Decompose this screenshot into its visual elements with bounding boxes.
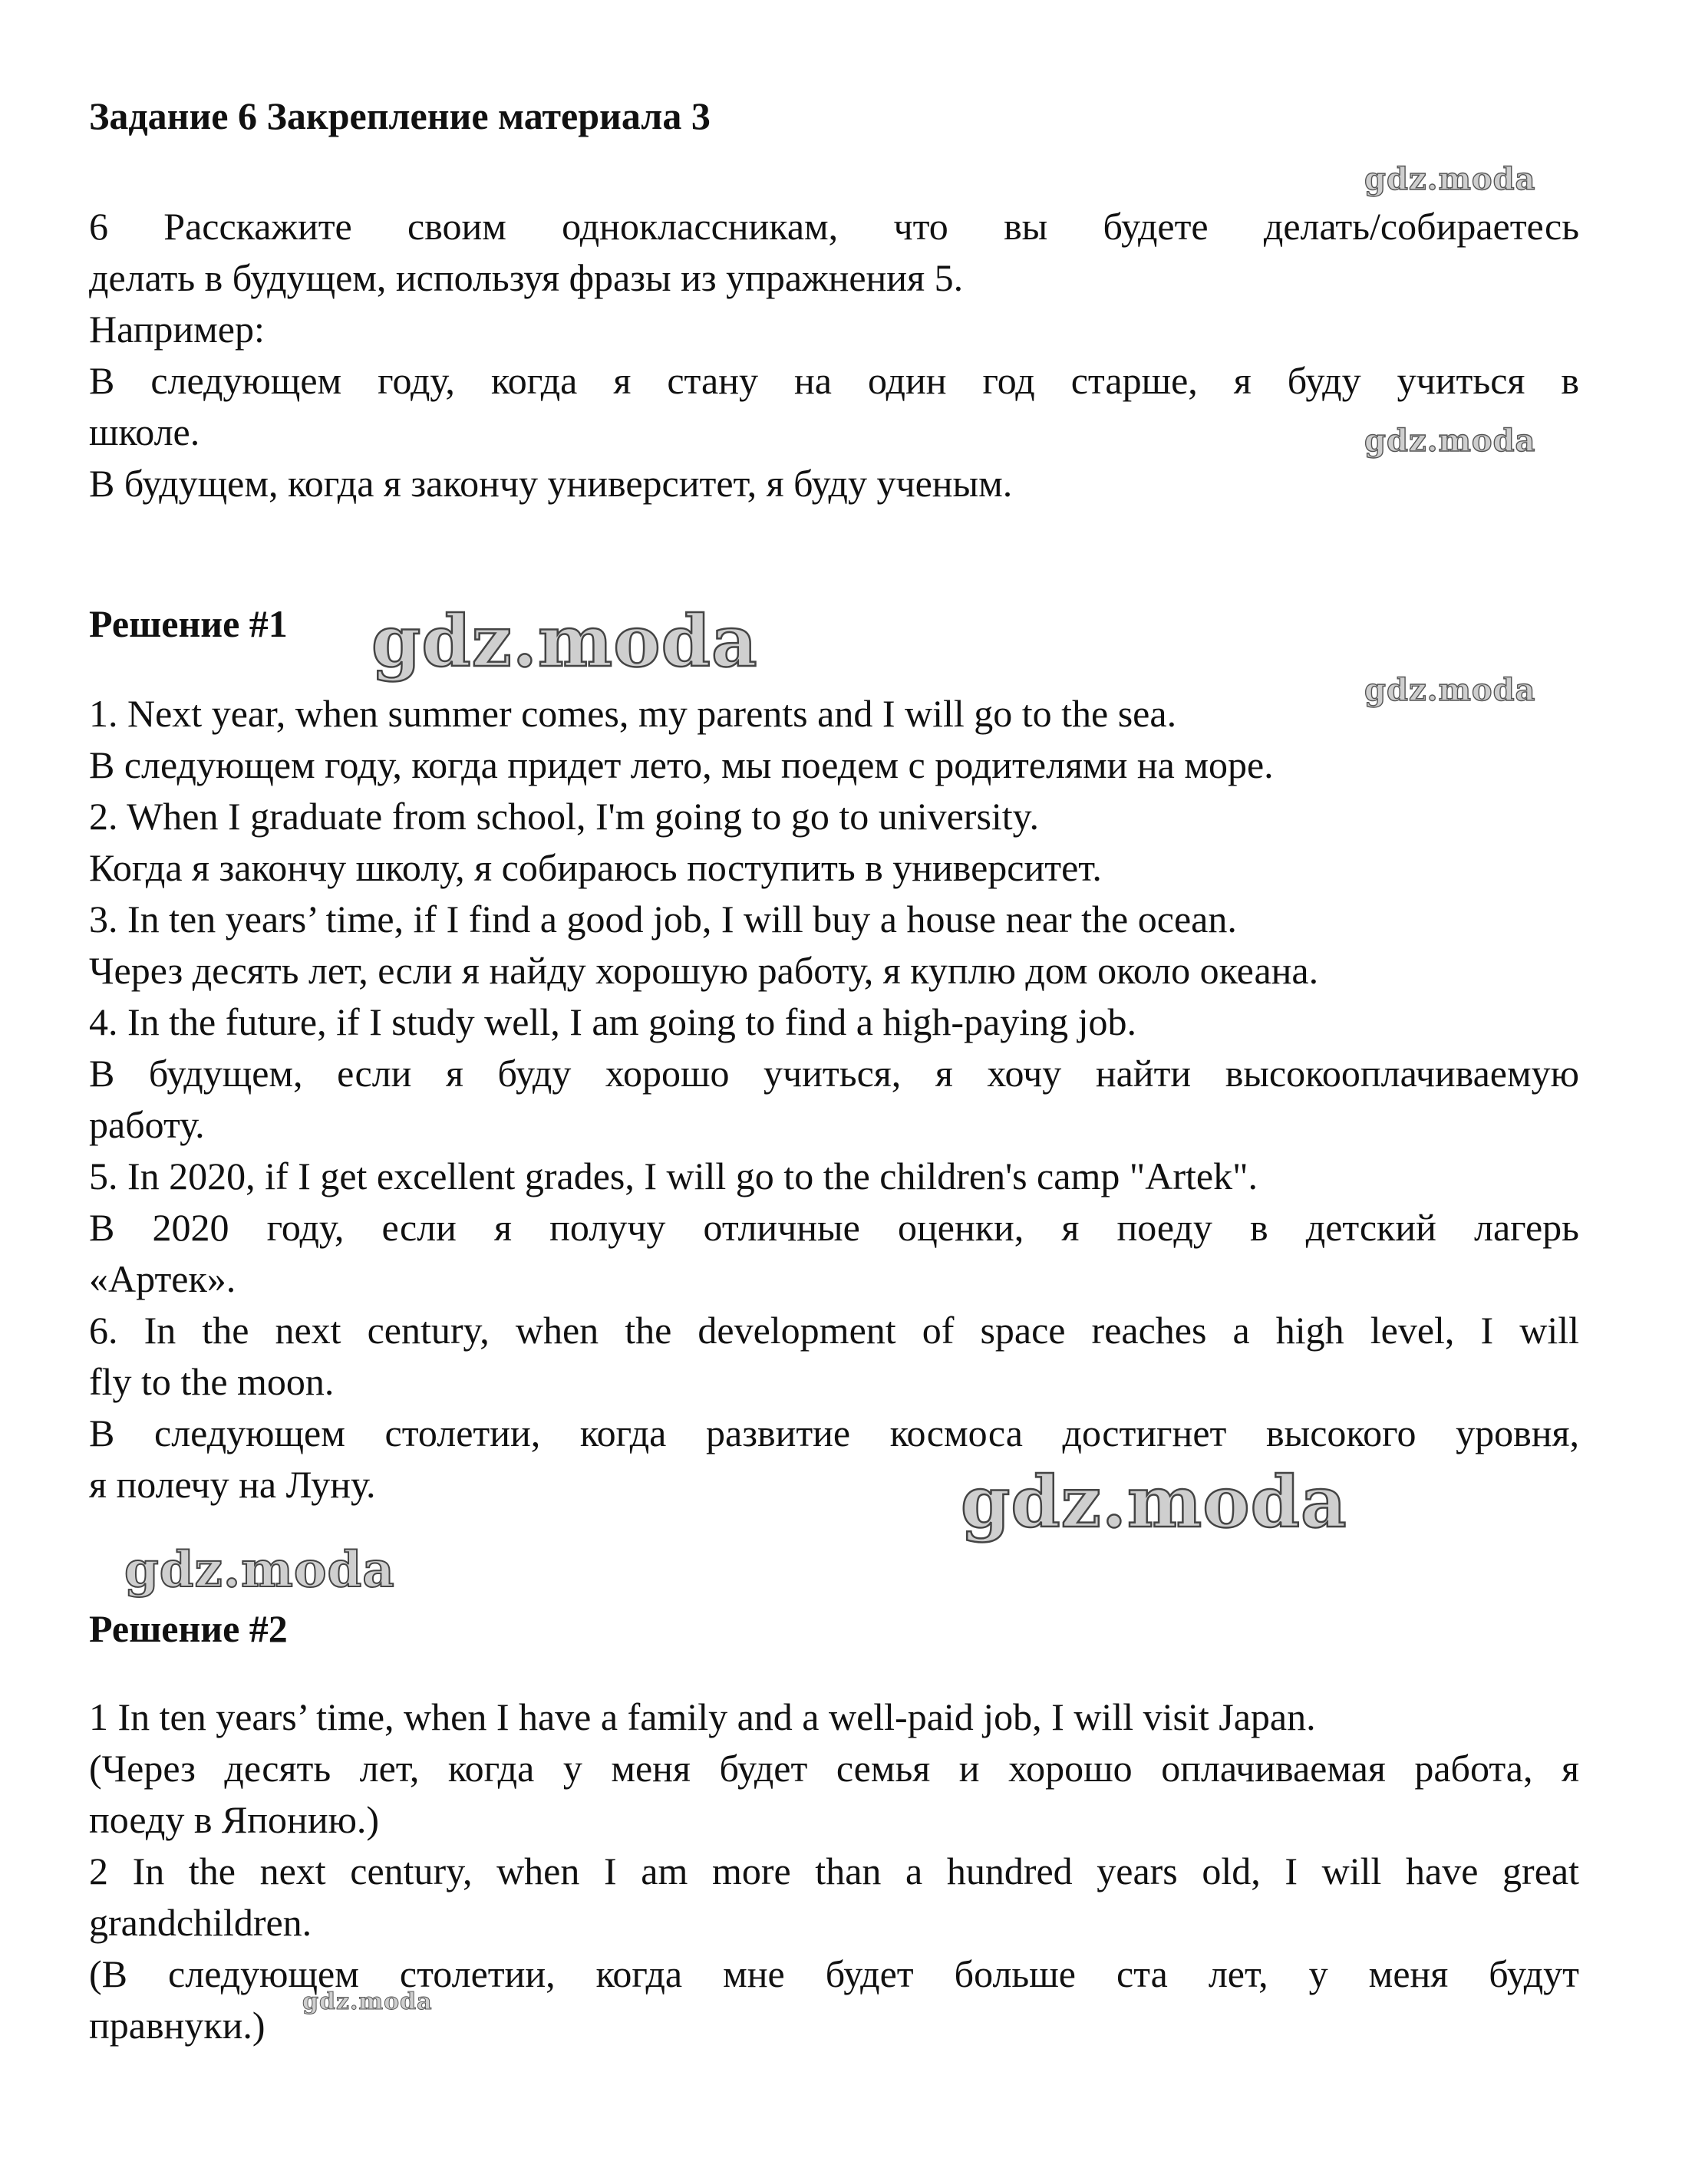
watermark: gdz.moda xyxy=(961,1461,1347,1543)
example-1-line-2: школе. xyxy=(89,410,200,453)
solution-2-heading: Решение #2 xyxy=(89,1607,288,1650)
solution-1-line: я полечу на Луну. xyxy=(89,1463,376,1506)
solution-1-line: В следующем столетии, когда развитие космоса достигнет высокого уровня, xyxy=(89,1412,1579,1454)
solution-1-line: 2. When I graduate from school, I'm going to go to university. xyxy=(89,795,1039,838)
solution-2-line: 2 In the next century, when I am more than a hundred years old, I will have great xyxy=(89,1850,1579,1892)
solution-1-line: В следующем году, когда придет лето, мы поедем с родителями на море. xyxy=(89,743,1274,786)
solution-1-line: 1. Next year, when summer comes, my parents and I will go to the sea. xyxy=(89,692,1177,735)
solution-1-line: 3. In ten years’ time, if I find a good job, I will buy a house near the ocean. xyxy=(89,898,1237,940)
solution-1-line: Когда я закончу школу, я собираюсь поступить в университет. xyxy=(89,846,1102,889)
watermark: gdz.moda xyxy=(1364,423,1536,459)
watermark: gdz.moda xyxy=(1364,161,1536,197)
task-prompt-line-1: 6 Расскажите своим одноклассникам, что вы будете делать/собираетесь xyxy=(89,205,1579,248)
solution-1-heading: Решение #1 xyxy=(89,602,288,645)
solution-1-line: 5. In 2020, if I get excellent grades, I will go to the children's camp "Artek". xyxy=(89,1155,1258,1197)
solution-2-line: правнуки.) xyxy=(89,2004,265,2047)
task-prompt-line-2: делать в будущем, используя фразы из упражнения 5. xyxy=(89,256,964,299)
solution-1-line: работу. xyxy=(89,1103,205,1146)
solution-2-line: поеду в Японию.) xyxy=(89,1798,380,1841)
solution-1-line: fly to the moon. xyxy=(89,1360,335,1403)
example-2: В будущем, когда я закончу университет, я буду ученым. xyxy=(89,462,1013,505)
solution-2-line: (В следующем столетии, когда мне будет больше ста лет, у меня будут xyxy=(89,1952,1579,1995)
solution-1-line: 4. In the future, if I study well, I am going to find a high-paying job. xyxy=(89,1000,1137,1043)
solution-1-line: 6. In the next century, when the development of space reaches a high level, I will xyxy=(89,1309,1579,1352)
solution-1-line: Через десять лет, если я найду хорошую работу, я куплю дом около океана. xyxy=(89,949,1319,992)
solution-2-line: (Через десять лет, когда у меня будет семья и хорошо оплачиваемая работа, я xyxy=(89,1747,1579,1790)
solution-1-line: «Артек». xyxy=(89,1257,236,1300)
watermark: gdz.moda xyxy=(1364,672,1536,708)
solution-2-line: grandchildren. xyxy=(89,1901,312,1944)
solution-1-line: В 2020 году, если я получу отличные оценки, я поеду в детский лагерь xyxy=(89,1206,1579,1249)
watermark: gdz.moda xyxy=(302,1988,433,2015)
watermark: gdz.moda xyxy=(124,1541,395,1599)
example-1-line-1: В следующем году, когда я стану на один год старше, я буду учиться в xyxy=(89,359,1579,402)
solution-1-line: В будущем, если я буду хорошо учиться, я хочу найти высокооплачиваемую xyxy=(89,1052,1579,1095)
watermark: gdz.moda xyxy=(371,600,758,683)
example-label: Например: xyxy=(89,308,265,351)
solution-2-line: 1 In ten years’ time, when I have a family and a well-paid job, I will visit Japan. xyxy=(89,1695,1316,1738)
task-title: Задание 6 Закрепление материала 3 xyxy=(89,94,711,137)
